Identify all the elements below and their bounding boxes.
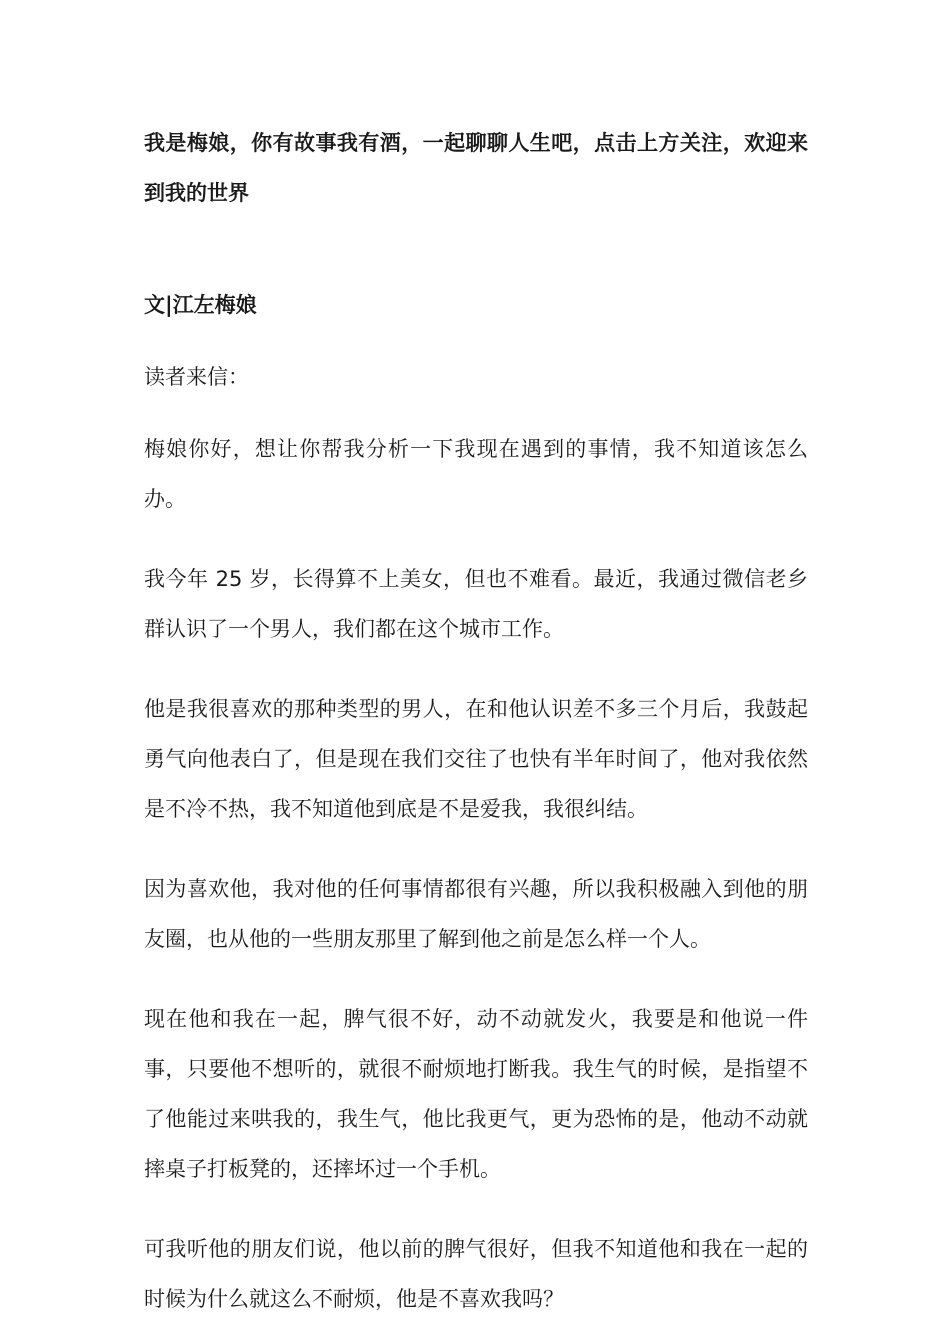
intro-text: 我是梅娘，你有故事我有酒，一起聊聊人生吧，点击上方关注，欢迎来到我的世界 — [144, 131, 808, 205]
article-body — [144, 118, 808, 1324]
paragraph: 梅娘你好，想让你帮我分析一下我现在遇到的事情，我不知道该怎么办。 — [144, 437, 808, 511]
author-byline: 文|江左梅娘 — [144, 293, 257, 317]
paragraph: 他是我很喜欢的那种类型的男人，在和他认识差不多三个月后，我鼓起勇气向他表白了，但是现在我们交往了也快有半年时间了，他对我依然是不冷不热，我不知道他到底是不是爱我，我很纠结。 — [144, 697, 808, 821]
paragraph: 现在他和我在一起，脾气很不好，动不动就发火，我要是和他说一件事，只要他不想听的，就很不耐烦地打断我。我生气的时候，是指望不了他能过来哄我的，我生气，他比我更气，更为恐怖的是，他动不动就摔桌子打板凳的，还摔坏过一个手机。 — [144, 1007, 808, 1181]
letter-label: 读者来信： — [144, 365, 249, 389]
paragraph: 我今年 25 岁，长得算不上美女，但也不难看。最近，我通过微信老乡群认识了一个男人，我们都在这个城市工作。 — [144, 567, 808, 641]
paragraph: 因为喜欢他，我对他的任何事情都很有兴趣，所以我积极融入到他的朋友圈，也从他的一些朋友那里了解到他之前是怎么样一个人。 — [144, 877, 808, 951]
paragraph: 可我听他的朋友们说，他以前的脾气很好，但我不知道他和我在一起的时候为什么就这么不耐烦，他是不喜欢我吗？ — [144, 1237, 808, 1311]
